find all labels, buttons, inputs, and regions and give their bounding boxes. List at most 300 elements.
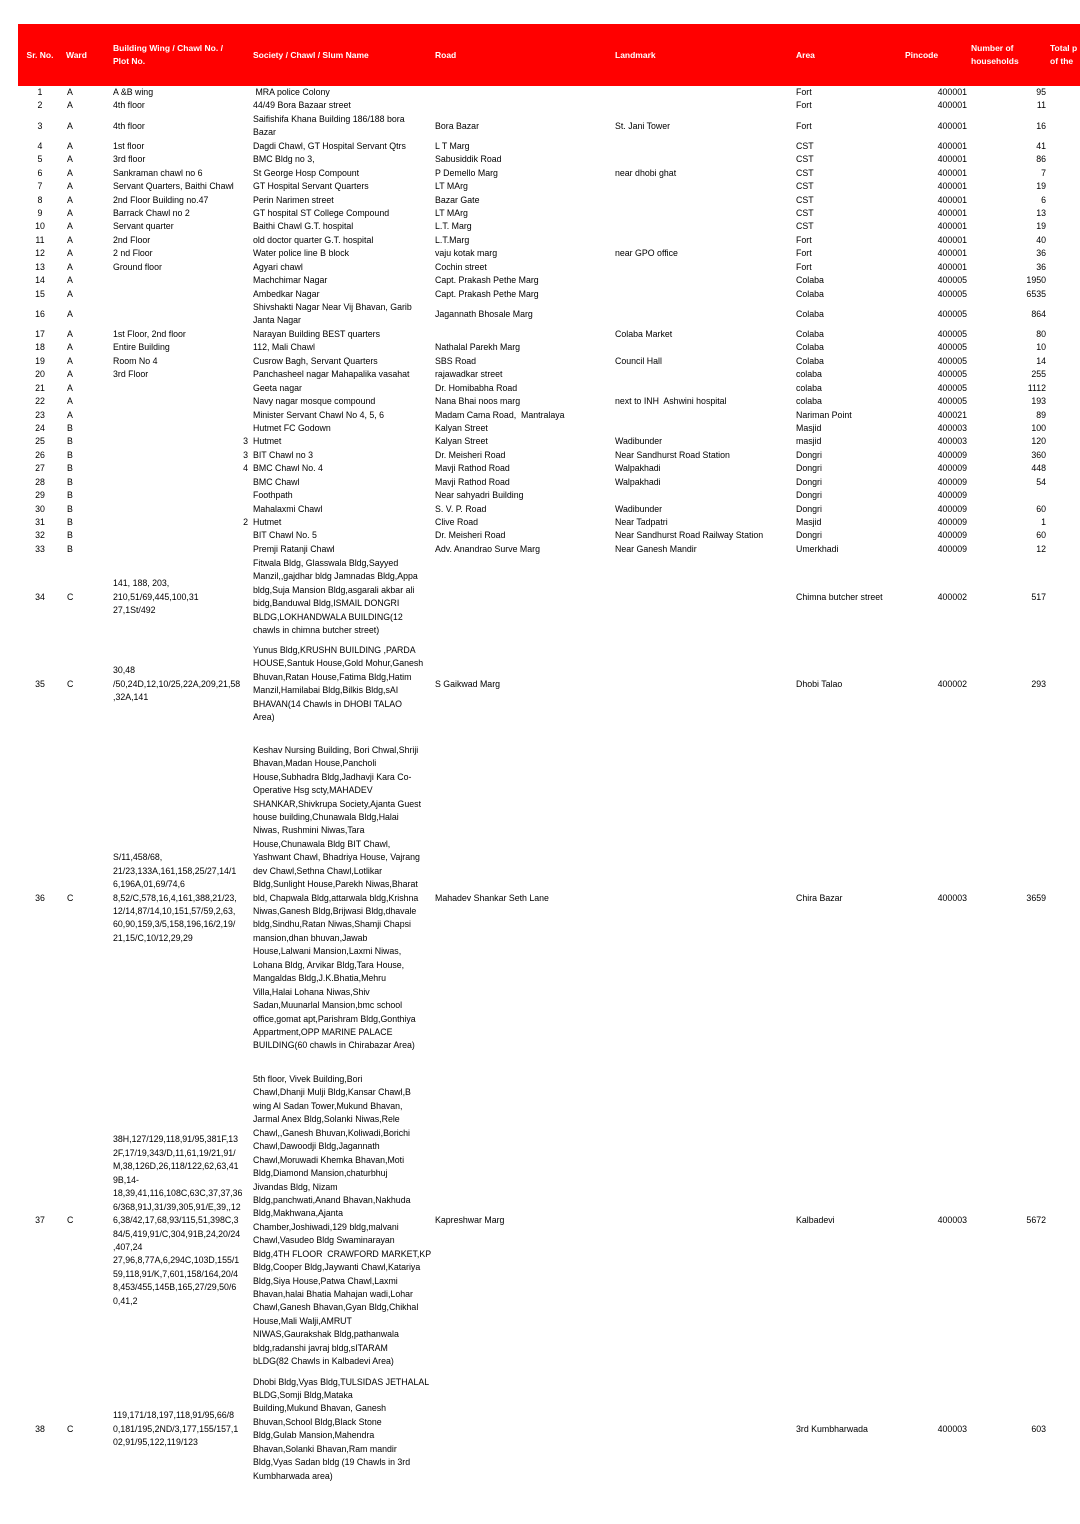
slum-households-table (18, 24, 1080, 1483)
cell-total-population (1047, 395, 1080, 408)
cell-pincode: 400002 (937, 678, 967, 689)
cell-area: Masjid (796, 517, 822, 527)
cell-landmark (612, 301, 793, 328)
cell-road: rajawadkar street (435, 369, 503, 380)
cell-landmark: next to INH Ashwini hospital (615, 396, 727, 407)
cell-society-name: Foothpath (253, 490, 293, 501)
cell-landmark (612, 409, 793, 422)
cell-pincode: 400002 (937, 591, 967, 602)
cell-road: LT MArg (435, 181, 468, 192)
table-row (18, 556, 1080, 638)
cell-total-population (1047, 1066, 1080, 1375)
cell-households: 19 (1036, 221, 1046, 232)
cell-society-name: 112, Mali Chawl (253, 342, 315, 353)
cell-society-name: MRA police Colony (253, 87, 330, 97)
cell-total-population (1047, 180, 1080, 193)
cell-road: Cochin street (435, 261, 487, 272)
cell-households: 36 (1036, 248, 1046, 259)
cell-landmark (612, 140, 793, 153)
cell-landmark: Wadibunder (615, 436, 663, 447)
cell-total-population (1047, 288, 1080, 301)
cell-pincode: 400001 (937, 167, 967, 178)
cell-ward: A (67, 87, 73, 97)
cell-landmark (612, 234, 793, 247)
cell-society-name: Panchasheel nagar Mahapalika vasahat (253, 369, 410, 380)
cell-area: colaba (796, 369, 822, 380)
cell-society-name: Mahalaxmi Chawl (253, 503, 323, 514)
cell-pincode: 400001 (937, 248, 967, 259)
cell-building-wing: 1st Floor, 2nd floor (113, 328, 186, 339)
cell-building-wing: 1st floor (113, 140, 145, 151)
cell-landmark: Near Sandhurst Road Station (615, 449, 730, 460)
cell-society-name: Navy nagar mosque compound (253, 396, 376, 407)
cell-sr-no: 9 (37, 207, 43, 218)
cell-total-population (1047, 99, 1080, 112)
cell-ward: A (67, 261, 73, 272)
cell-society-name: Minister Servant Chawl No 4, 5, 6 (253, 409, 385, 420)
cell-households: 1 (1041, 517, 1046, 527)
header-ward: Ward (66, 49, 87, 60)
cell-pincode: 400003 (937, 436, 967, 447)
cell-households: 603 (1031, 1423, 1046, 1434)
cell-society-name: BMC Bldg no 3, (253, 154, 315, 165)
cell-total-population (1047, 207, 1080, 220)
cell-building-wing: 2 (243, 517, 248, 527)
cell-sr-no: 25 (35, 436, 45, 447)
cell-pincode: 400005 (937, 288, 967, 299)
cell-pincode: 400003 (937, 1423, 967, 1434)
cell-landmark (612, 207, 793, 220)
table-row (18, 462, 1080, 475)
cell-ward: A (67, 288, 73, 299)
cell-ward: B (67, 503, 73, 514)
table-row (18, 301, 1080, 328)
cell-pincode: 400009 (937, 503, 967, 514)
cell-road: Clive Road (435, 517, 479, 527)
cell-households: 80 (1036, 328, 1046, 339)
cell-landmark (612, 382, 793, 395)
cell-households: 1112 (1027, 382, 1046, 393)
cell-road: Dr. Meisheri Road (435, 449, 506, 460)
cell-society-name: GT Hospital Servant Quarters (253, 181, 369, 192)
cell-society-name: Geeta nagar (253, 382, 302, 393)
cell-landmark (612, 288, 793, 301)
table-row (18, 638, 1080, 730)
table-row (18, 234, 1080, 247)
cell-pincode: 400009 (937, 449, 967, 460)
cell-pincode: 400005 (937, 275, 967, 286)
cell-sr-no: 27 (35, 463, 45, 474)
cell-landmark: near dhobi ghat (615, 167, 677, 178)
cell-ward: A (67, 154, 73, 165)
cell-road: Capt. Prakash Pethe Marg (435, 288, 539, 299)
cell-building-wing: 119,171/18,197,118,91/95,66/8 0,181/195,2ND/3,177,155/157,1 02,91/95,122,119/123 (113, 1410, 239, 1448)
table-row (18, 274, 1080, 287)
cell-ward: B (67, 463, 73, 474)
cell-total-population (1047, 422, 1080, 435)
cell-building-wing (108, 422, 250, 435)
cell-area: Dhobi Talao (796, 678, 843, 689)
cell-pincode: 400009 (937, 463, 967, 474)
cell-total-population (1047, 153, 1080, 166)
cell-households: 293 (1031, 678, 1046, 689)
cell-households: 11 (1036, 100, 1046, 111)
cell-road: Dr. Homibabha Road (435, 382, 518, 393)
cell-landmark (612, 368, 793, 381)
table-row (18, 355, 1080, 368)
table-row (18, 328, 1080, 341)
cell-sr-no: 8 (37, 194, 43, 205)
cell-pincode: 400009 (937, 543, 967, 554)
cell-building-wing: 2nd Floor Building no.47 (113, 194, 209, 205)
table-row (18, 247, 1080, 260)
cell-sr-no: 34 (35, 591, 45, 602)
cell-road: Near sahyadri Building (435, 490, 524, 501)
cell-ward: C (67, 591, 74, 602)
header-landmark: Landmark (615, 49, 656, 60)
cell-ward: A (67, 275, 73, 286)
table-row (18, 1066, 1080, 1375)
cell-sr-no: 19 (35, 355, 45, 366)
cell-society-name: Keshav Nursing Building, Bori Chwal,Shriji Bhavan,Madan House,Pancholi House,Subhadra Bldg,Jadhavji Kara Co- Operative Hsg scty,MAHADEV SHANKAR,Shivkrupa Society,Ajanta Guest house building,Chunawala Bldg,Halai Niwas, Rushmini Niwas,Tara House,Chunawala Bldg BIT Chawl, Yashwant Chawl, Bhadriya House, Vajrang dev Chawl,Sethna Chawl,Lotlikar Bldg,Sunlight House,Parekh Niwas,Bharat bld, Chapwala Bldg,attarwala bldg,Krishna Niwas,Ganesh Bldg,Brijwasi Bldg,dhavale bldg,Sindhu,Ratan Niwas,Shamji Chapsi mansion,dhan bhuvan,Jawab House,Lalwani Mansion,Laxmi Niwas, Lohana Bldg, Arvikar Bldg,Tara House, Mangaldas Bldg,J.K.Bhatia,Mehru Villa,Halai Lohana Niwas,Shiv Sadan,Muunarlal Mansion,bmc school office,gomat apt,Parishram Bldg,Gonthiya Appartment,OPP MARINE PALACE BUILDING(60 chawls in Chirabazar Area) (253, 744, 422, 1051)
cell-road: L T Marg (435, 140, 470, 151)
table-row (18, 194, 1080, 207)
cell-society-name: Agyari chawl (253, 261, 303, 272)
cell-area: Colaba (796, 308, 824, 319)
table-row (18, 220, 1080, 233)
header-society-name: Society / Chawl / Slum Name (253, 49, 369, 60)
cell-building-wing (108, 489, 250, 502)
cell-area: Dongri (796, 449, 822, 460)
cell-building-wing (108, 301, 250, 328)
cell-ward: A (67, 308, 73, 319)
cell-road: Kalyan Street (435, 422, 488, 433)
cell-households: 5672 (1026, 1215, 1046, 1226)
cell-building-wing: 38H,127/129,118,91/95,381F,13 2F,17/19,343/D,11,61,19/21,91/ M,38,126D,26,118/122,62,63,41 9B,14- 18,39,41,116,108C,63C,37,37,36 6/368,91J,31/39,305,91/E,39,,12 6,38/42,17,68,93/115,51,398C,3 84/5,419,91/C,304,91B,24,20/24 ,407,24 27,96,8,77A,6,294C,103D,155/1 59,118,91/K,7,601,158/164,20/4 8,453/455,145B,165,27/29,50/6 0,41,2 (113, 1134, 243, 1306)
cell-area: Dongri (796, 530, 822, 541)
header-total-population: Total p of the (1050, 43, 1078, 66)
cell-pincode: 400001 (937, 87, 967, 97)
cell-total-population (1047, 368, 1080, 381)
cell-landmark (612, 180, 793, 193)
cell-pincode: 400001 (937, 181, 967, 192)
cell-households: 3659 (1026, 892, 1046, 903)
table-row (18, 368, 1080, 381)
cell-sr-no: 35 (35, 678, 45, 689)
cell-area: Nariman Point (796, 409, 852, 420)
cell-road (432, 328, 612, 341)
cell-pincode: 400001 (937, 261, 967, 272)
cell-ward: B (67, 530, 73, 541)
cell-pincode: 400005 (937, 328, 967, 339)
cell-area: Masjid (796, 422, 822, 433)
cell-building-wing: Ground floor (113, 261, 162, 272)
cell-ward: B (67, 476, 73, 487)
cell-building-wing: Barrack Chawl no 2 (113, 207, 190, 218)
cell-landmark: Colaba Market (615, 328, 673, 339)
header-pincode: Pincode (905, 49, 939, 60)
cell-total-population (1047, 503, 1080, 516)
table-row (18, 730, 1080, 1066)
cell-landmark (612, 638, 793, 730)
cell-sr-no: 36 (35, 892, 45, 903)
cell-road: Mavji Rathod Road (435, 463, 510, 474)
cell-sr-no: 38 (35, 1423, 45, 1434)
cell-landmark (612, 194, 793, 207)
cell-total-population (1047, 449, 1080, 462)
cell-total-population (1047, 328, 1080, 341)
cell-landmark (612, 261, 793, 274)
cell-road (432, 86, 612, 99)
cell-landmark: Walpakhadi (615, 476, 661, 487)
cell-building-wing: S/11,458/68, 21/23,133A,161,158,25/27,14/1 6,196A,01,69/74,6 8,52/C,578,16,4,161,388,21/23, 12/14,87/14,10,151,57/59,2,63, 60,90,159,3/5,158,196,16/2,19/ 21,15/C,10/12,29,29 (113, 852, 237, 943)
cell-sr-no: 37 (35, 1215, 45, 1226)
cell-road: P Demello Marg (435, 167, 498, 178)
cell-area: Dongri (796, 503, 822, 514)
cell-sr-no: 1 (37, 87, 43, 97)
cell-sr-no: 18 (35, 342, 45, 353)
cell-total-population (1047, 220, 1080, 233)
table-row (18, 529, 1080, 542)
cell-ward: B (67, 490, 73, 501)
cell-road (432, 556, 612, 638)
cell-area: Umerkhadi (796, 543, 839, 554)
cell-landmark (612, 153, 793, 166)
cell-road (432, 1375, 612, 1483)
cell-households: 95 (1036, 87, 1046, 97)
cell-landmark: Walpakhadi (615, 463, 661, 474)
cell-area: CST (796, 221, 814, 232)
cell-landmark (612, 274, 793, 287)
cell-area: CST (796, 207, 814, 218)
cell-sr-no: 28 (35, 476, 45, 487)
cell-households: 89 (1036, 409, 1046, 420)
cell-building-wing: A &B wing (113, 87, 154, 97)
cell-households: 60 (1036, 530, 1046, 541)
cell-total-population (1047, 489, 1080, 502)
cell-society-name: Fitwala Bldg, Glasswala Bldg,Sayyed Manzil,,gajdhar bldg Jamnadas Bldg,Appa bldg,Suja Mansion Bldg,asgarali akbar ali bidg,Banduwal Bldg,ISMAIL DONGRI BLDG,LOKHANDWALA BUILDING(12 chawls in chimna butcher street) (253, 558, 418, 636)
cell-households: 86 (1036, 154, 1046, 165)
cell-landmark: Near Sandhurst Road Railway Station (615, 530, 764, 541)
table-row (18, 261, 1080, 274)
cell-pincode: 400003 (937, 1215, 967, 1226)
cell-road: Kapreshwar Marg (435, 1215, 505, 1226)
cell-sr-no: 30 (35, 503, 45, 514)
cell-building-wing: 3rd Floor (113, 369, 149, 380)
cell-building-wing (108, 395, 250, 408)
cell-ward: A (67, 100, 73, 111)
cell-pincode: 400021 (937, 409, 967, 420)
cell-households: 36 (1036, 261, 1046, 272)
cell-area: Fort (796, 87, 812, 97)
cell-ward: A (67, 234, 73, 245)
cell-ward: C (67, 1423, 74, 1434)
header-area: Area (796, 49, 815, 60)
cell-households: 864 (1031, 308, 1046, 319)
cell-households: 10 (1036, 342, 1046, 353)
cell-area: Kalbadevi (796, 1215, 835, 1226)
cell-total-population (1047, 247, 1080, 260)
cell-society-name: GT hospital ST College Compound (253, 207, 390, 218)
cell-ward: A (67, 221, 73, 232)
cell-building-wing: 2 nd Floor (113, 248, 153, 259)
cell-sr-no: 14 (35, 275, 45, 286)
cell-sr-no: 22 (35, 396, 45, 407)
cell-total-population (1047, 638, 1080, 730)
cell-society-name: Ambedkar Nagar (253, 288, 320, 299)
table-row (18, 153, 1080, 166)
cell-building-wing (108, 274, 250, 287)
cell-total-population (1047, 462, 1080, 475)
cell-households: 6535 (1026, 288, 1046, 299)
cell-area: Fort (796, 261, 812, 272)
cell-pincode: 400005 (937, 382, 967, 393)
cell-total-population (1047, 382, 1080, 395)
cell-households: 60 (1036, 503, 1046, 514)
cell-landmark: Wadibunder (615, 503, 663, 514)
table-row (18, 476, 1080, 489)
cell-building-wing: Sankraman chawl no 6 (113, 167, 203, 178)
cell-society-name: BIT Chawl no 3 (253, 449, 313, 460)
cell-area: Fort (796, 120, 812, 131)
cell-ward: B (67, 543, 73, 554)
cell-road: S Gaikwad Marg (435, 678, 501, 689)
cell-households: 13 (1036, 207, 1046, 218)
cell-sr-no: 24 (35, 422, 45, 433)
cell-landmark (612, 1066, 793, 1375)
table-row (18, 1375, 1080, 1483)
cell-society-name: Water police line B block (253, 248, 349, 259)
cell-landmark (612, 220, 793, 233)
header-row (18, 24, 1080, 86)
cell-sr-no: 2 (37, 100, 43, 111)
cell-sr-no: 20 (35, 369, 45, 380)
cell-society-name: Machchimar Nagar (253, 275, 328, 286)
cell-road: L.T. Marg (435, 221, 472, 232)
cell-building-wing: 3 (243, 449, 248, 460)
cell-area: Colaba (796, 275, 824, 286)
cell-total-population (1047, 435, 1080, 448)
cell-area: Colaba (796, 342, 824, 353)
table-row (18, 489, 1080, 502)
cell-households: 41 (1036, 140, 1046, 151)
table-row (18, 409, 1080, 422)
cell-ward: C (67, 678, 74, 689)
cell-total-population (1047, 301, 1080, 328)
table-row (18, 503, 1080, 516)
cell-total-population (1047, 341, 1080, 354)
table-row (18, 86, 1080, 99)
cell-ward: C (67, 1215, 74, 1226)
cell-ward: A (67, 409, 73, 420)
cell-pincode: 400009 (937, 476, 967, 487)
cell-road: Nana Bhai noos marg (435, 396, 521, 407)
cell-landmark (612, 86, 793, 99)
cell-sr-no: 11 (35, 234, 45, 245)
cell-building-wing: 4th floor (113, 120, 145, 131)
cell-sr-no: 17 (35, 328, 45, 339)
cell-building-wing: 30,48 /50,24D,12,10/25,22A,209,21,58 ,32A,141 (113, 665, 241, 703)
cell-area: masjid (796, 436, 822, 447)
cell-landmark: St. Jani Tower (615, 120, 671, 131)
header-sr-no: Sr. No. (26, 49, 54, 60)
cell-road: Nathalal Parekh Marg (435, 342, 521, 353)
cell-society-name: old doctor quarter G.T. hospital (253, 234, 374, 245)
cell-pincode: 400003 (937, 892, 967, 903)
cell-total-population (1047, 140, 1080, 153)
cell-society-name: Hutmet (253, 517, 282, 527)
cell-society-name: Hutmet FC Godown (253, 422, 331, 433)
cell-area: Colaba (796, 288, 824, 299)
cell-building-wing (108, 409, 250, 422)
cell-households: 100 (1031, 422, 1046, 433)
cell-building-wing: Servant quarter (113, 221, 174, 232)
cell-road: Bazar Gate (435, 194, 480, 205)
cell-total-population (1047, 274, 1080, 287)
cell-sr-no: 21 (35, 382, 45, 393)
cell-building-wing: 4th floor (113, 100, 145, 111)
cell-area: Chira Bazar (796, 892, 843, 903)
cell-society-name: Baithi Chawl G.T. hospital (253, 221, 354, 232)
cell-landmark: Near Ganesh Mandir (615, 543, 697, 554)
cell-building-wing: 4 (243, 463, 248, 474)
table-row (18, 341, 1080, 354)
cell-pincode: 400005 (937, 369, 967, 380)
cell-building-wing: 141, 188, 203, 210,51/69,445,100,31 27,1St/492 (113, 578, 199, 616)
cell-total-population (1047, 355, 1080, 368)
cell-area: Dongri (796, 463, 822, 474)
cell-ward: B (67, 449, 73, 460)
cell-building-wing (108, 382, 250, 395)
cell-total-population (1047, 556, 1080, 638)
cell-area: colaba (796, 382, 822, 393)
cell-pincode: 400001 (937, 100, 967, 111)
cell-total-population (1047, 543, 1080, 556)
cell-area: CST (796, 181, 814, 192)
cell-ward: B (67, 517, 73, 527)
cell-landmark (612, 341, 793, 354)
cell-building-wing (108, 288, 250, 301)
cell-pincode: 400005 (937, 355, 967, 366)
cell-sr-no: 12 (35, 248, 45, 259)
table-row (18, 422, 1080, 435)
cell-road: LT MArg (435, 207, 468, 218)
cell-area: 3rd Kumbharwada (796, 1423, 868, 1434)
cell-area: Dongri (796, 476, 822, 487)
table-row (18, 288, 1080, 301)
cell-area: Fort (796, 100, 812, 111)
table-row (18, 382, 1080, 395)
cell-total-population (1047, 409, 1080, 422)
cell-area: Chimna butcher street (796, 591, 883, 602)
cell-society-name: Saifishifa Khana Building 186/188 bora Bazar (253, 113, 405, 138)
cell-pincode: 400005 (937, 342, 967, 353)
cell-landmark (612, 422, 793, 435)
cell-landmark (612, 99, 793, 112)
cell-pincode: 400001 (937, 140, 967, 151)
cell-area: Fort (796, 234, 812, 245)
cell-sr-no: 26 (35, 449, 45, 460)
cell-society-name: Narayan Building BEST quarters (253, 328, 380, 339)
table-row (18, 449, 1080, 462)
cell-ward: A (67, 140, 73, 151)
cell-area: CST (796, 194, 814, 205)
cell-area: colaba (796, 396, 822, 407)
cell-pincode: 400001 (937, 234, 967, 245)
cell-sr-no: 15 (35, 288, 45, 299)
cell-area: CST (796, 154, 814, 165)
cell-landmark (612, 489, 793, 502)
